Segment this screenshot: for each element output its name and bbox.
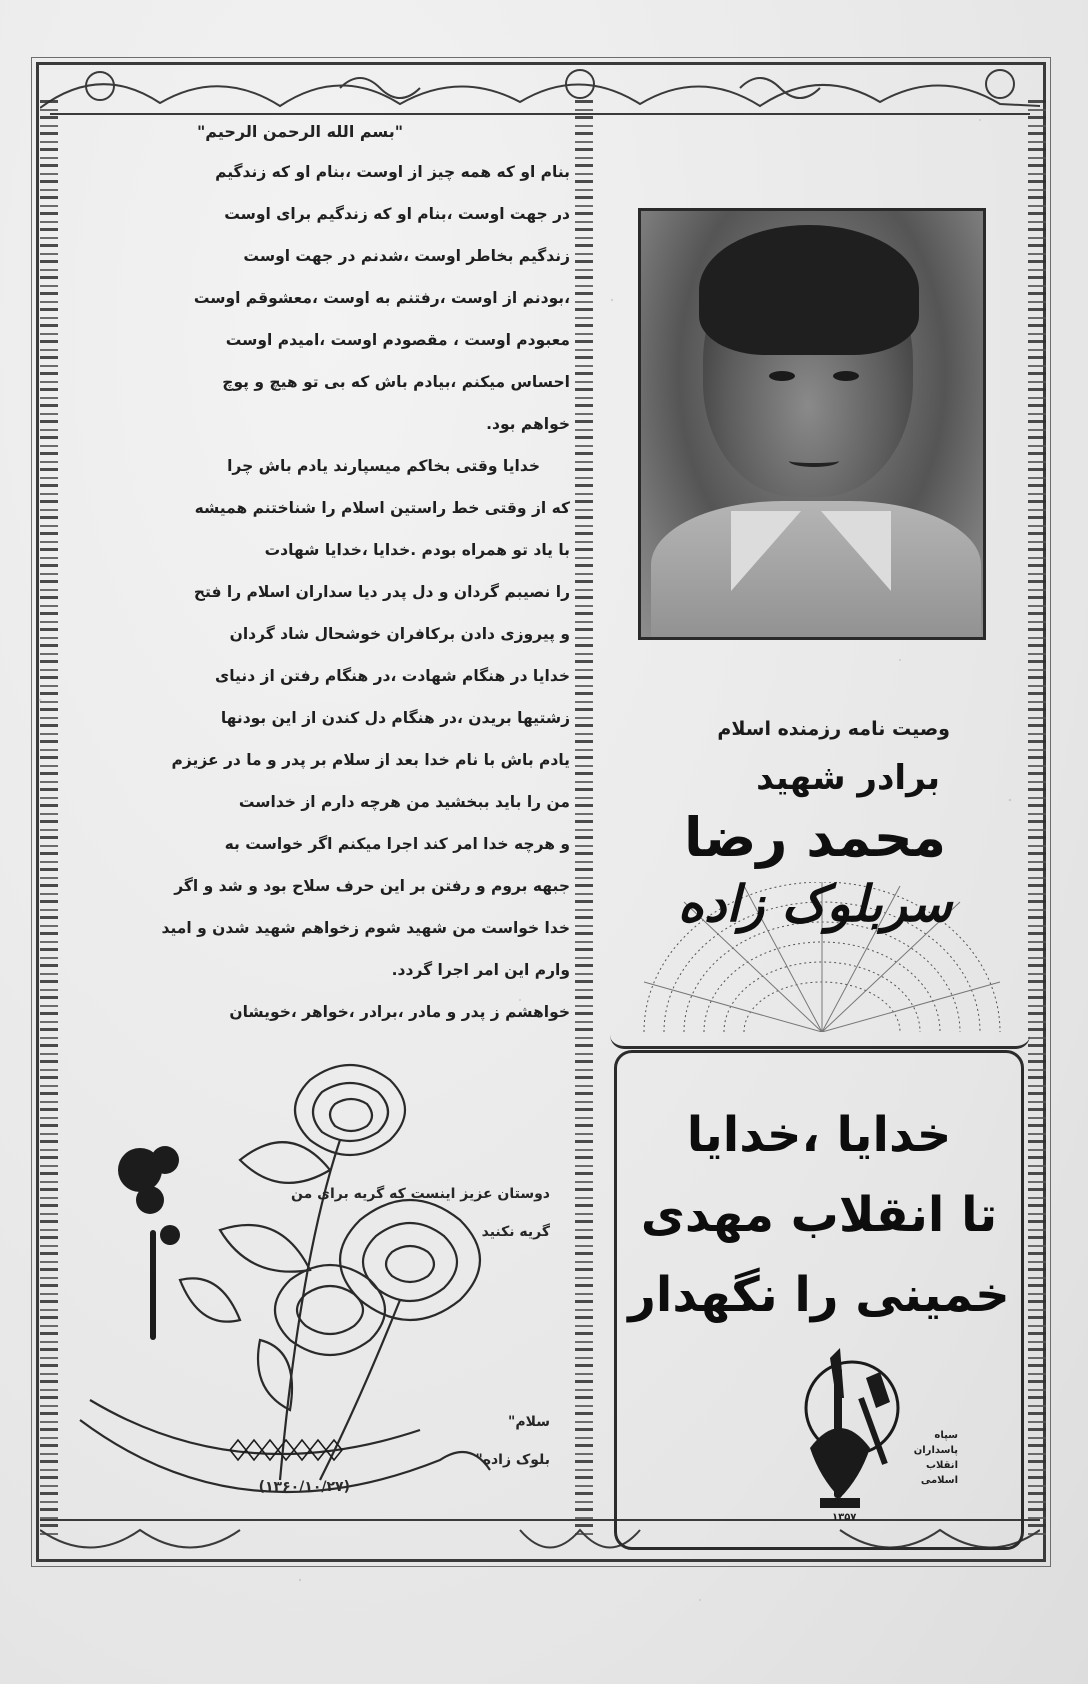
testament-line: ،بودنم از اوست ،رفتنم به اوست ،معشوقم اوست — [193, 289, 570, 307]
slogan-line: خدایا ،خدایا — [686, 1107, 952, 1163]
testament-line: و پیروزی دادن برکافران خوشحال شاد گردان — [229, 625, 570, 643]
martyr-portrait — [638, 208, 986, 640]
closing-line — [130, 1327, 550, 1365]
emblem-caption-line: انقلاب — [925, 1460, 958, 1471]
emblem-caption-line: اسلامی — [920, 1475, 958, 1486]
slogan — [618, 1095, 1020, 1335]
testament-line: بنام او که همه چیز از اوست ،بنام او که زندگیم — [215, 163, 570, 181]
martyr-last-name: سربلوک زاده — [677, 875, 953, 933]
testament-subtitle: وصیت نامه رزمنده اسلام — [717, 718, 950, 740]
testament-line: خواهم بود. — [486, 415, 570, 433]
closing-line — [130, 1365, 550, 1403]
testament-line: جبهه بروم و رفتن بر این حرف سلاح بود و شد و اگر — [174, 877, 570, 895]
emblem-year: ۱۳۵۷ — [832, 1512, 857, 1523]
testament-line: و هرچه خدا امر کند اجرا میکنم اگر خواست به — [224, 835, 570, 853]
emblem-caption-line: پاسداران — [913, 1445, 958, 1456]
brother-martyr-label: برادر شهید — [756, 758, 940, 798]
emblem-caption-line: سپاه — [934, 1430, 958, 1441]
closing-line: گریه نکنید — [481, 1224, 550, 1240]
emblem-caption — [880, 1428, 958, 1488]
portrait-collar-right — [821, 511, 891, 591]
slogan-line: تا انقلاب مهدی — [640, 1187, 998, 1243]
testament-line: زشتیها بریدن ،در هنگام دل کندن از این بودنها — [220, 709, 570, 727]
closing-line: بلوک زاده" — [475, 1452, 550, 1468]
closing-line — [130, 1251, 550, 1289]
right-pillar — [1028, 100, 1046, 1540]
testament-line: با یاد تو همراه بودم .خدایا ،خدایا شهادت — [264, 541, 570, 559]
portrait-eye-left — [769, 371, 795, 381]
testament-line: در جهت اوست ،بنام او که زندگیم برای اوست — [224, 205, 570, 223]
left-pillar — [40, 100, 58, 1540]
testament-line: وارم این امر اجرا گردد. — [391, 961, 570, 979]
date-text: (۱۳۶۰/۱۰/۲۷) — [258, 1479, 350, 1495]
center-pillar — [575, 100, 593, 1540]
testament-line: زندگیم بخاطر اوست ،شدنم در جهت اوست — [243, 247, 570, 265]
martyr-first-name: محمد رضا — [683, 806, 947, 869]
testament-line: من را باید ببخشید من هرچه دارم از خداست — [238, 793, 570, 811]
testament-line: خدایا در هنگام شهادت ،در هنگام رفتن از دنیای — [215, 667, 570, 685]
closing-line — [130, 1289, 550, 1327]
slogan-line: خمینی را نگهدار — [628, 1267, 1010, 1323]
testament-line: را نصیبم گردان و دل پدر دیا سداران اسلام را فتح — [193, 583, 570, 601]
testament-line: که از وقتی خط راستین اسلام را شناختنم همیشه — [194, 499, 570, 517]
closing-line: سلام" — [508, 1414, 550, 1430]
portrait-collar-left — [731, 511, 801, 591]
testament-line: خدایا وقتی بخاکم میسپارند یادم باش چرا — [227, 457, 540, 475]
portrait-mouth — [789, 455, 839, 467]
martyr-titles — [610, 718, 1020, 933]
testament-line: خواهشم ز پدر و مادر ،برادر ،خواهر ،خویشان — [229, 1003, 570, 1021]
portrait-hair — [699, 225, 919, 355]
testament-line: احساس میکنم ،بیادم باش که بی تو هیچ و پوچ — [222, 373, 570, 391]
section-divider — [610, 1035, 1030, 1049]
testament-line: خدا خواست من شهید شوم زخواهم شهید شدن و امید — [161, 919, 570, 937]
bismillah-heading: "بسم الله الرحمن الرحیم" — [196, 122, 404, 141]
closing-line: دوستان عزیز اینست که گریه برای من — [291, 1186, 550, 1202]
portrait-shirt — [651, 501, 981, 640]
testament-text — [70, 122, 570, 1033]
testament-line: یادم باش با نام خدا بعد از سلام بر پدر و ما در عزیزم — [171, 751, 570, 769]
testament-line: معبودم اوست ، مقصودم اوست ،امیدم اوست — [225, 331, 570, 349]
closing-text — [130, 1175, 550, 1495]
portrait-eye-right — [833, 371, 859, 381]
